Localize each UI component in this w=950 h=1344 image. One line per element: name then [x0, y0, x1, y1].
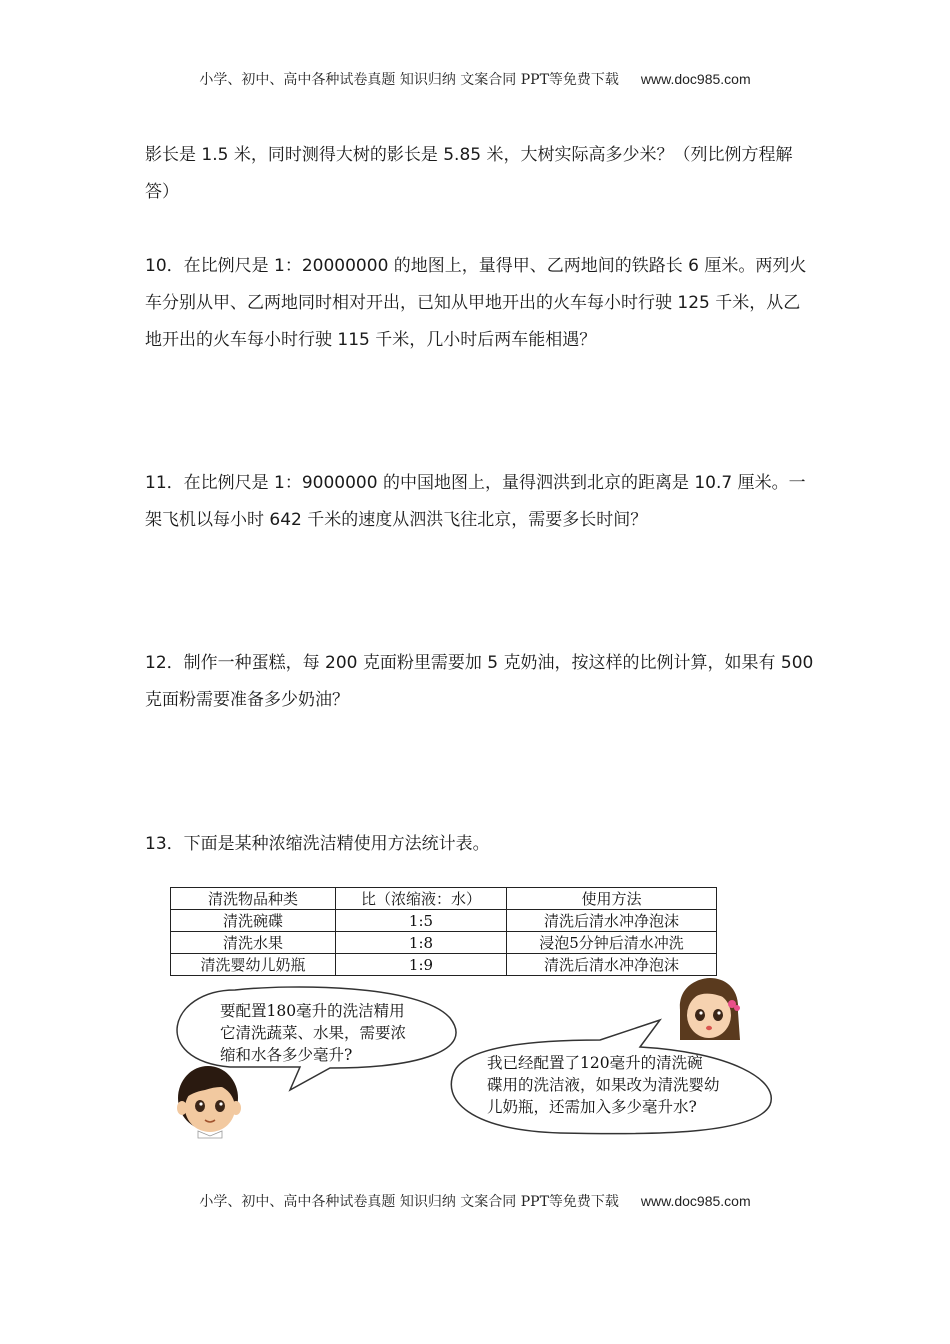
table-cell: 清洗后清水冲净泡沫 [507, 954, 717, 976]
boy-character-icon [177, 1066, 241, 1138]
bubble-line: 碟用的洗洁液，如果改为清洗婴幼 [487, 1076, 720, 1094]
table-cell: 1:5 [336, 910, 507, 932]
bubble-line: 缩和水各多少毫升? [220, 1046, 353, 1064]
footer-text: 小学、初中、高中各种试卷真题 知识归纳 文案合同 PPT等免费下载 [199, 1194, 619, 1210]
table-cell: 1:9 [336, 954, 507, 976]
boy-bubble-text [220, 1000, 406, 1066]
question-9-continued: 影长是 1.5 米，同时测得大树的影长是 5.85 米，大树实际高多少米？（列比例方程解答） [145, 145, 793, 202]
table-cell: 浸泡5分钟后清水冲洗 [507, 932, 717, 954]
table-cell: 清洗碗碟 [171, 910, 336, 932]
bubble-line: 要配置180毫升的洗洁精用 [220, 1002, 405, 1020]
bubble-line: 我已经配置了120毫升的清洗碗 [487, 1054, 703, 1072]
table-header-cell: 比（浓缩液：水） [336, 888, 507, 910]
header-site-link[interactable]: www.doc985.com [640, 71, 751, 87]
footer-site-link[interactable]: www.doc985.com [640, 1193, 751, 1209]
question-13: 13．下面是某种浓缩洗洁精使用方法统计表。 [145, 834, 490, 854]
question-10: 10．在比例尺是 1：20000000 的地图上，量得甲、乙两地间的铁路长 6 厘米。两列火车分别从甲、乙两地同时相对开出，已知从甲地开出的火车每小时行驶 125 千米，从乙地开出的火车每小时行驶 115 千米，几小时后两车能相遇？ [145, 256, 807, 350]
bubble-line: 它清洗蔬菜、水果，需要浓 [220, 1024, 407, 1042]
table-cell: 清洗后清水冲净泡沫 [507, 910, 717, 932]
table-header-cell: 使用方法 [507, 888, 717, 910]
table-cell: 清洗婴幼儿奶瓶 [171, 954, 336, 976]
bubble-line: 儿奶瓶，还需加入多少毫升水? [487, 1098, 697, 1116]
header-text: 小学、初中、高中各种试卷真题 知识归纳 文案合同 PPT等免费下载 [199, 72, 619, 88]
table-header-cell: 清洗物品种类 [171, 888, 336, 910]
table-cell: 清洗水果 [171, 932, 336, 954]
question-11: 11．在比例尺是 1：9000000 的中国地图上，量得泗洪到北京的距离是 10.7 厘米。一架飞机以每小时 642 千米的速度从泗洪飞往北京，需要多长时间？ [145, 473, 806, 530]
page-footer [0, 1191, 950, 1211]
girl-bubble-text [487, 1052, 720, 1118]
girl-character-icon [680, 978, 740, 1040]
table-cell: 1:8 [336, 932, 507, 954]
question-12: 12．制作一种蛋糕，每 200 克面粉里需要加 5 克奶油，按这样的比例计算，如果有 500 克面粉需要准备多少奶油？ [145, 653, 814, 710]
